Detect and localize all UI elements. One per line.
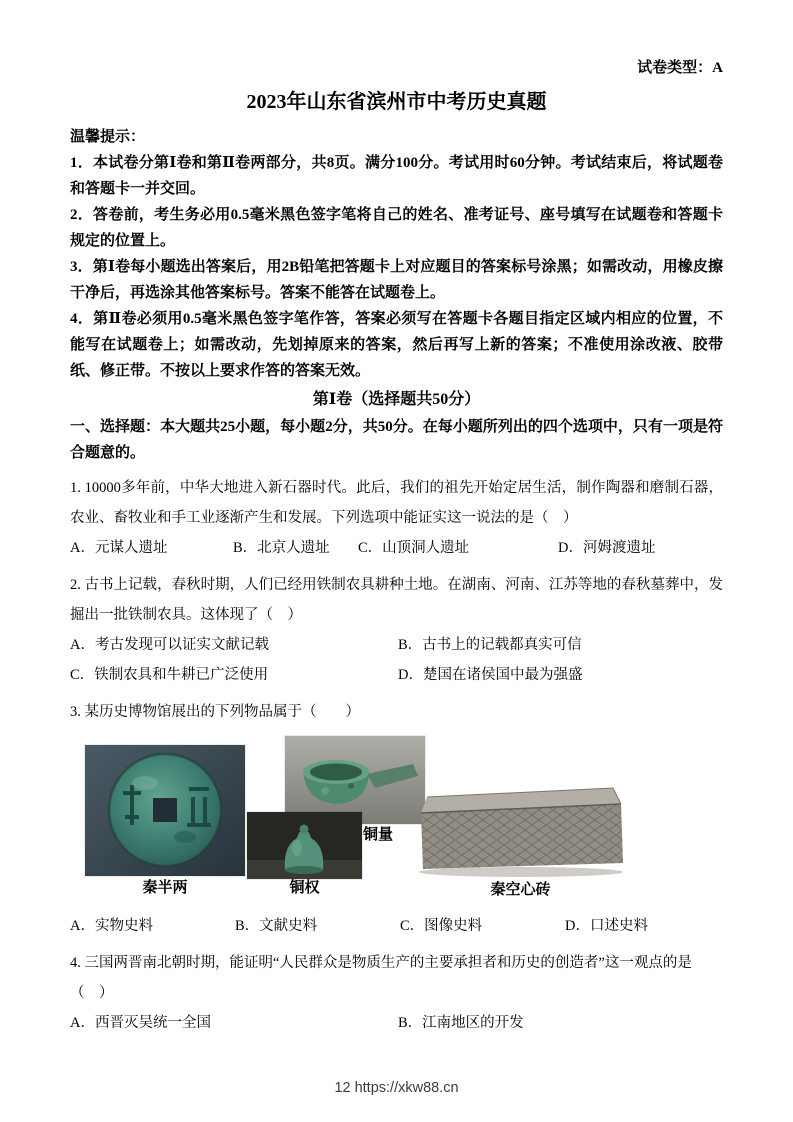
question-1-option-d: D．河姆渡遗址 — [558, 540, 656, 556]
qin-hollow-brick-image — [413, 775, 628, 878]
question-2-options-row-1 — [70, 630, 723, 660]
question-4 — [70, 948, 723, 1038]
question-2-option-d: D．楚国在诸侯国中最为强盛 — [398, 667, 583, 683]
question-3-option-d: D．口述史料 — [565, 918, 648, 934]
notice-item-4: 4．第Ⅱ卷必须用0.5毫米黑色签字笔作答，答案必须写在答题卡各题目指定区域内相应的位置，不能写在试题卷上；如需改动，先划掉原来的答案，然后再写上新的答案；不准使用涂改液、胶带纸、修正带。不按以上要求作答的答案无效。 — [70, 311, 723, 379]
question-4-options — [70, 1008, 723, 1038]
brick-caption: 秦空心砖 — [490, 882, 551, 898]
question-1-option-b: B．北京人遗址 — [233, 540, 330, 556]
question-4-stem: 4. 三国两晋南北朝时期，能证明“人民群众是物质生产的主要承担者和历史的创造者”这一观点的是 — [70, 955, 692, 971]
section-intro: 一、选择题：本大题共25小题，每小题2分，共50分。在每小题所列出的四个选项中，只有一项是符合题意的。 — [70, 419, 723, 461]
exam-type-label: 试卷类型：A — [637, 60, 723, 76]
question-3-option-c: C．图像史料 — [400, 918, 483, 934]
section-title: 第Ⅰ卷（选择题共50分） — [312, 391, 481, 408]
bronze-weight-image — [247, 812, 362, 879]
coin-caption: 秦半两 — [142, 880, 188, 896]
question-4-option-a: A．西晋灭吴统一全国 — [70, 1015, 211, 1031]
question-2-option-b: B．古书上的记载都真实可信 — [398, 637, 582, 653]
question-3-options — [70, 911, 723, 941]
notice-heading: 温馨提示： — [70, 129, 146, 145]
question-1-options — [70, 533, 723, 563]
question-3 — [70, 697, 723, 941]
question-2-option-c: C．铁制农具和牛耕已广泛使用 — [70, 667, 269, 683]
measure-caption: 铜量 — [363, 827, 394, 843]
question-2-stem: 2. 古书上记载，春秋时期，人们已经用铁制农具耕种土地。在湖南、河南、江苏等地的春秋墓葬中，发掘出一批铁制农具。这体现了（ ） — [70, 577, 723, 623]
page-footer-watermark: 12 https://xkw88.cn — [334, 1080, 459, 1096]
weight-illustration — [247, 812, 362, 879]
weight-caption: 铜权 — [289, 880, 320, 896]
question-3-option-b: B．文献史料 — [235, 918, 318, 934]
question-1-option-c: C．山顶洞人遗址 — [358, 540, 470, 556]
question-2 — [70, 570, 723, 690]
question-3-stem: 3. 某历史博物馆展出的下列物品属于（ ） — [70, 704, 360, 720]
question-3-option-a: A．实物史料 — [70, 918, 153, 934]
notice-item-1: 1．本试卷分第Ⅰ卷和第Ⅱ卷两部分，共8页。满分100分。考试用时60分钟。考试结束后，将试题卷和答题卡一并交回。 — [70, 155, 723, 197]
question-1 — [70, 473, 723, 563]
page-title: 2023年山东省滨州市中考历史真题 — [246, 91, 547, 113]
coin-illustration — [85, 745, 245, 876]
measure-illustration — [285, 736, 425, 824]
question-1-stem: 1. 10000多年前，中华大地进入新石器时代。此后，我们的祖先开始定居生活，制作陶器和磨制石器，农业、畜牧业和手工业逐渐产生和发展。下列选项中能证实这一说法的是（ ） — [70, 480, 723, 526]
bronze-measure-image — [285, 736, 425, 824]
notice-item-2: 2．答卷前，考生务必用0.5毫米黑色签字笔将自己的姓名、准考证号、座号填写在试题卷和答题卡规定的位置上。 — [70, 207, 723, 249]
question-4-paren: （ ） — [70, 985, 114, 1001]
question-1-option-a: A．元谋人遗址 — [70, 540, 168, 556]
question-2-options-row-2 — [70, 660, 723, 690]
notice-item-3: 3．第Ⅰ卷每小题选出答案后，用2B铅笔把答题卡上对应题目的答案标号涂黑；如需改动，用橡皮擦干净后，再选涂其他答案标号。答案不能答在试题卷上。 — [70, 259, 723, 301]
qin-banliang-coin-image — [85, 745, 245, 876]
question-4-option-b: B．江南地区的开发 — [398, 1015, 524, 1031]
question-3-artifact-figure — [70, 731, 723, 911]
question-2-option-a: A．考古发现可以证实文献记载 — [70, 637, 269, 653]
brick-illustration — [413, 775, 628, 878]
